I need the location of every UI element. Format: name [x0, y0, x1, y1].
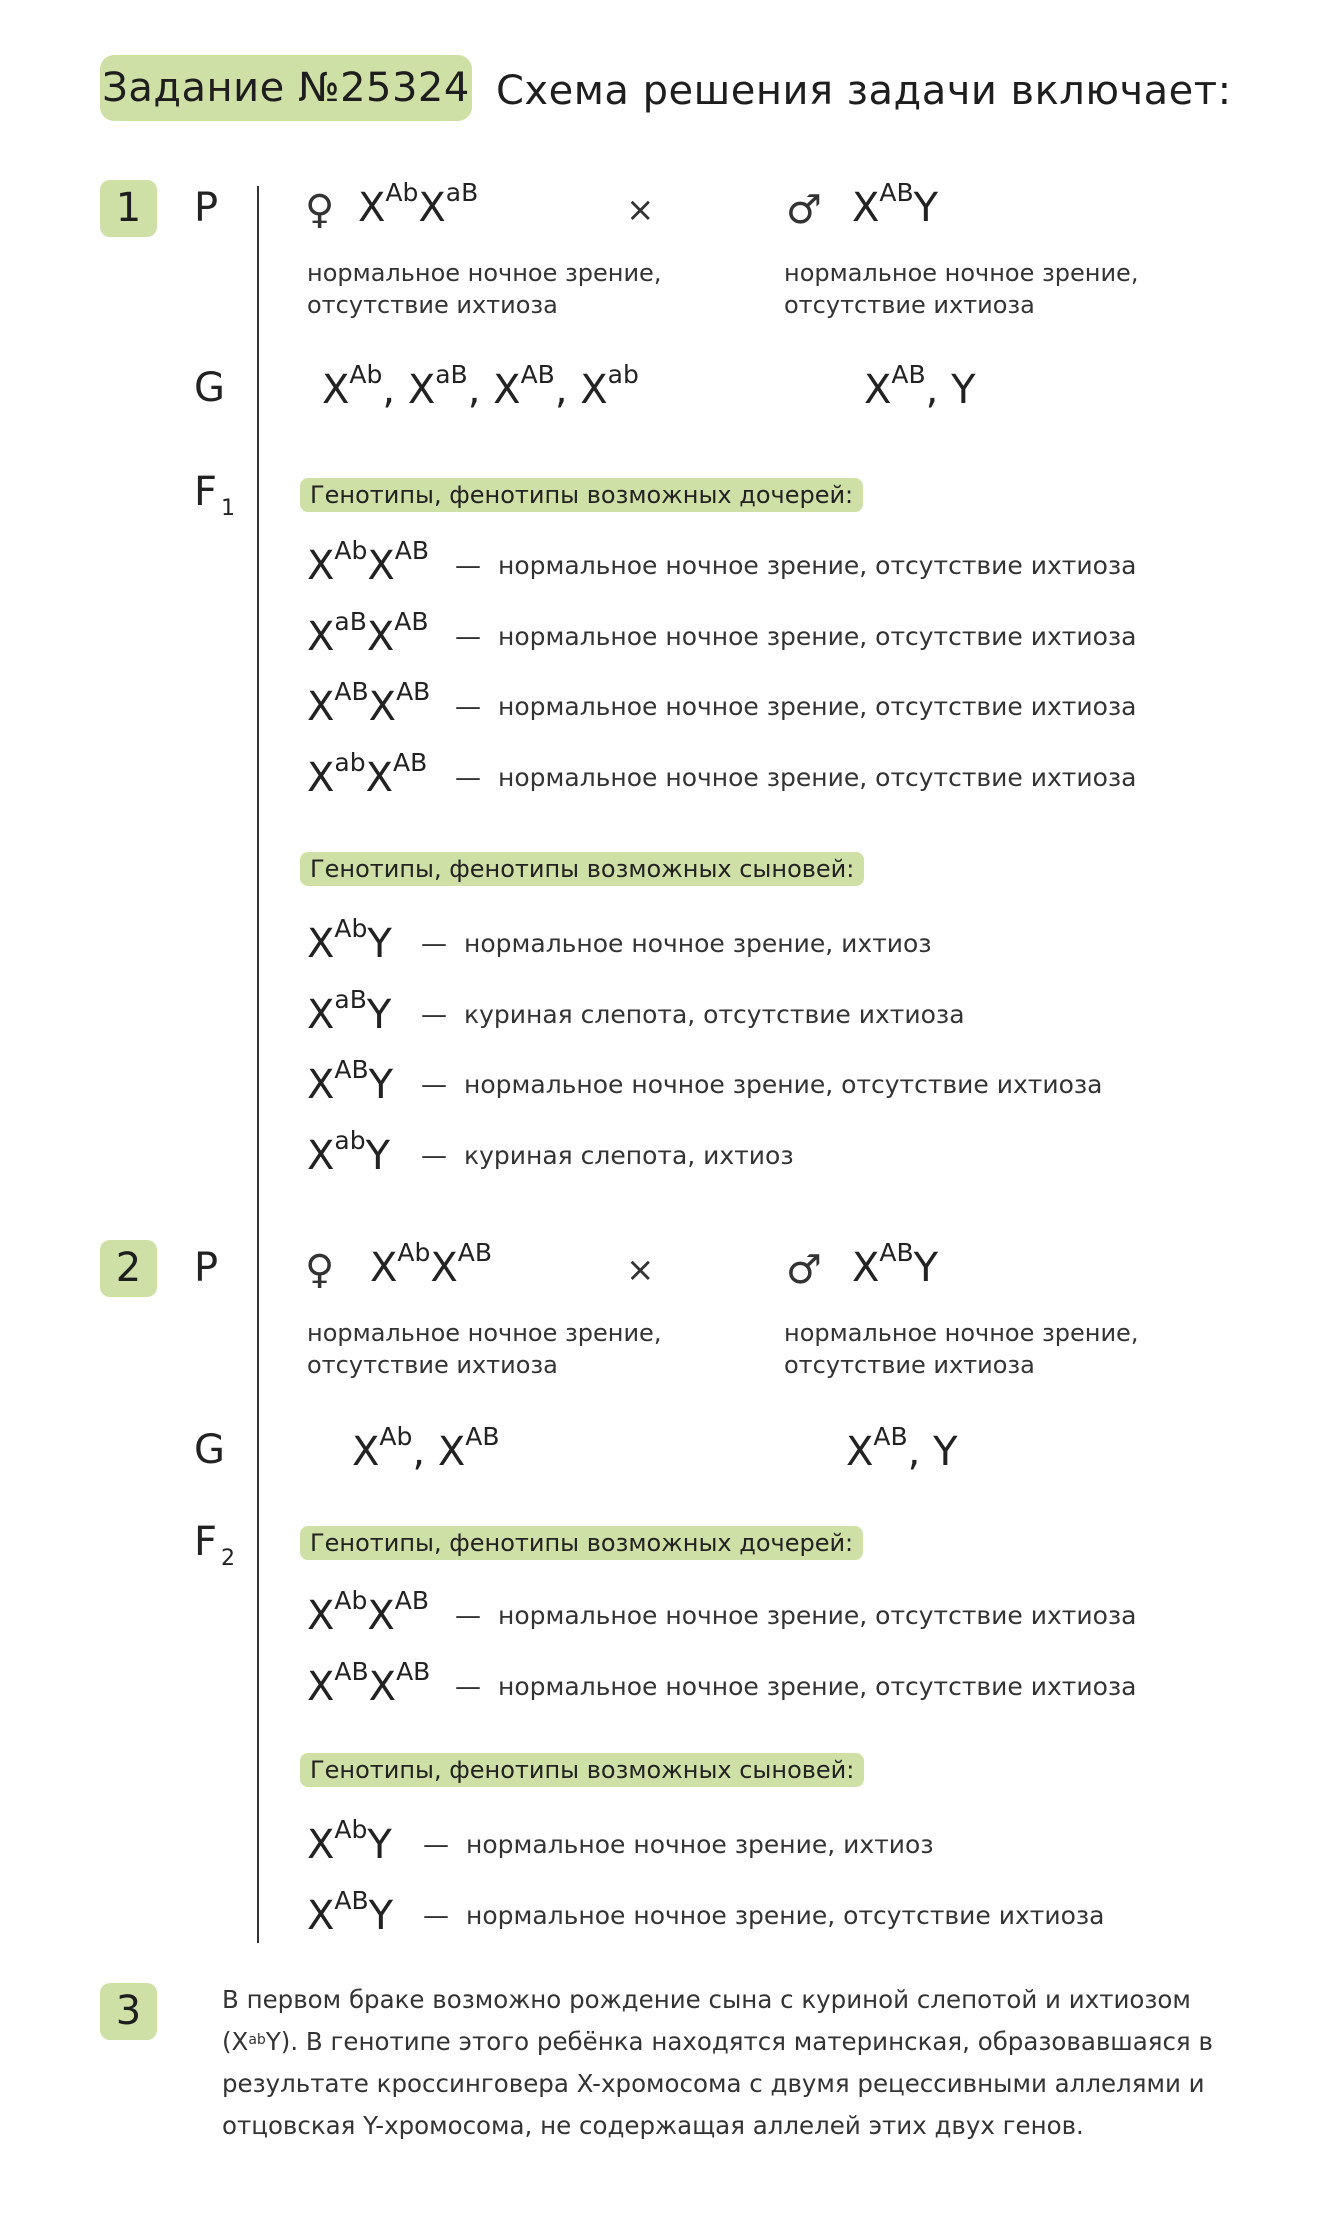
- label-f1: F $_1$: [194, 469, 236, 521]
- label-gametes-2: G: [194, 1427, 225, 1473]
- female-gametes-1: $X^{Ab}$, $X^{aB}$, $X^{AB}$, $X^{ab}$: [322, 360, 639, 413]
- dash: —: [455, 1672, 481, 1702]
- son-genotype: $X^{AB}Y$: [307, 1886, 394, 1939]
- daughter-phenotype: нормальное ночное зрение, отсутствие ихтиоза: [498, 692, 1137, 721]
- son-phenotype: нормальное ночное зрение, отсутствие ихтиоза: [464, 1070, 1103, 1099]
- dash: —: [421, 1070, 447, 1100]
- vertical-divider: [257, 186, 259, 1943]
- page-title: Схема решения задачи включает:: [496, 68, 1232, 114]
- dash: —: [455, 1601, 481, 1631]
- dash: —: [421, 929, 447, 959]
- male-genotype-1: $X^{AB}Y$: [852, 178, 939, 231]
- son-genotype: $X^{Ab}Y$: [307, 1815, 392, 1868]
- male-icon: ♂: [786, 187, 822, 233]
- son-phenotype: нормальное ночное зрение, ихтиоз: [466, 1830, 934, 1859]
- daughter-genotype: $X^{Ab}X^{AB}$: [307, 536, 430, 589]
- daughter-genotype: $X^{ab}X^{AB}$: [307, 748, 428, 801]
- female-phenotype-2: нормальное ночное зрение, отсутствие ихтиоза: [307, 1319, 662, 1379]
- conclusion-text: В первом браке возможно рождение сына с куриной слепотой и ихтиозом $(X^{ab}Y)$. В генотипе этого ребёнка находятся материнская, образовавшаяся в результате кроссинговера X-хромосома с двумя рецессивными аллелями и отцовская Y-хромосома, не содержащая аллелей этих двух генов.: [222, 1985, 1213, 2140]
- female-icon: ♀: [305, 1247, 335, 1293]
- daughter-phenotype: нормальное ночное зрение, отсутствие ихтиоза: [498, 622, 1137, 651]
- cross-symbol-1: ×: [626, 190, 655, 230]
- son-genotype: $X^{ab}Y$: [307, 1126, 391, 1179]
- dash: —: [423, 1830, 449, 1860]
- daughter-phenotype: нормальное ночное зрение, отсутствие ихтиоза: [498, 1601, 1137, 1630]
- female-genotype-2: $X^{Ab}X^{AB}$: [370, 1238, 493, 1291]
- son-phenotype: куриная слепота, ихтиоз: [464, 1141, 794, 1170]
- dash: —: [455, 692, 481, 722]
- cross-symbol-2: ×: [626, 1250, 655, 1290]
- dash: —: [421, 1000, 447, 1030]
- son-phenotype: нормальное ночное зрение, отсутствие ихтиоза: [466, 1901, 1105, 1930]
- dash: —: [455, 763, 481, 793]
- son-phenotype: нормальное ночное зрение, ихтиоз: [464, 929, 932, 958]
- male-genotype-2: $X^{AB}Y$: [852, 1238, 939, 1291]
- daughter-genotype: $X^{aB}X^{AB}$: [307, 607, 429, 660]
- label-gametes-1: G: [194, 365, 225, 411]
- sons-heading-1: Генотипы, фенотипы возможных сыновей:: [300, 852, 864, 886]
- female-genotype-1: $X^{Ab}X^{aB}$: [358, 178, 479, 231]
- sons-heading-2: Генотипы, фенотипы возможных сыновей:: [300, 1753, 864, 1787]
- dash: —: [423, 1901, 449, 1931]
- son-phenotype: куриная слепота, отсутствие ихтиоза: [464, 1000, 965, 1029]
- step-3-badge: 3: [100, 1983, 157, 2040]
- son-genotype: $X^{Ab}Y$: [307, 914, 392, 967]
- task-number-badge: Задание №25324: [100, 55, 472, 121]
- female-phenotype-1: нормальное ночное зрение, отсутствие ихтиоза: [307, 259, 662, 319]
- label-parents-1: P: [194, 185, 219, 231]
- step-2-badge: 2: [100, 1240, 157, 1297]
- son-genotype: $X^{AB}Y$: [307, 1055, 394, 1108]
- son-genotype: $X^{aB}Y$: [307, 985, 392, 1038]
- male-icon: ♂: [786, 1247, 822, 1293]
- daughter-genotype: $X^{AB}X^{AB}$: [307, 1657, 431, 1710]
- male-gametes-1: $X^{AB}$, Y: [864, 360, 976, 413]
- daughter-phenotype: нормальное ночное зрение, отсутствие ихтиоза: [498, 763, 1137, 792]
- daughters-heading-2: Генотипы, фенотипы возможных дочерей:: [300, 1526, 863, 1560]
- daughter-phenotype: нормальное ночное зрение, отсутствие ихтиоза: [498, 1672, 1137, 1701]
- daughters-heading-1: Генотипы, фенотипы возможных дочерей:: [300, 478, 863, 512]
- male-phenotype-1: нормальное ночное зрение, отсутствие ихтиоза: [784, 259, 1139, 319]
- label-parents-2: P: [194, 1245, 219, 1291]
- male-gametes-2: $X^{AB}$, Y: [846, 1422, 958, 1475]
- female-gametes-2: $X^{Ab}$, $X^{AB}$: [352, 1422, 500, 1475]
- daughter-genotype: $X^{Ab}X^{AB}$: [307, 1586, 430, 1639]
- label-f2: F $_2$: [194, 1519, 236, 1571]
- female-icon: ♀: [305, 187, 335, 233]
- dash: —: [455, 551, 481, 581]
- daughter-phenotype: нормальное ночное зрение, отсутствие ихтиоза: [498, 551, 1137, 580]
- step-1-badge: 1: [100, 180, 157, 237]
- male-phenotype-2: нормальное ночное зрение, отсутствие ихтиоза: [784, 1319, 1139, 1379]
- daughter-genotype: $X^{AB}X^{AB}$: [307, 677, 431, 730]
- dash: —: [421, 1141, 447, 1171]
- dash: —: [455, 622, 481, 652]
